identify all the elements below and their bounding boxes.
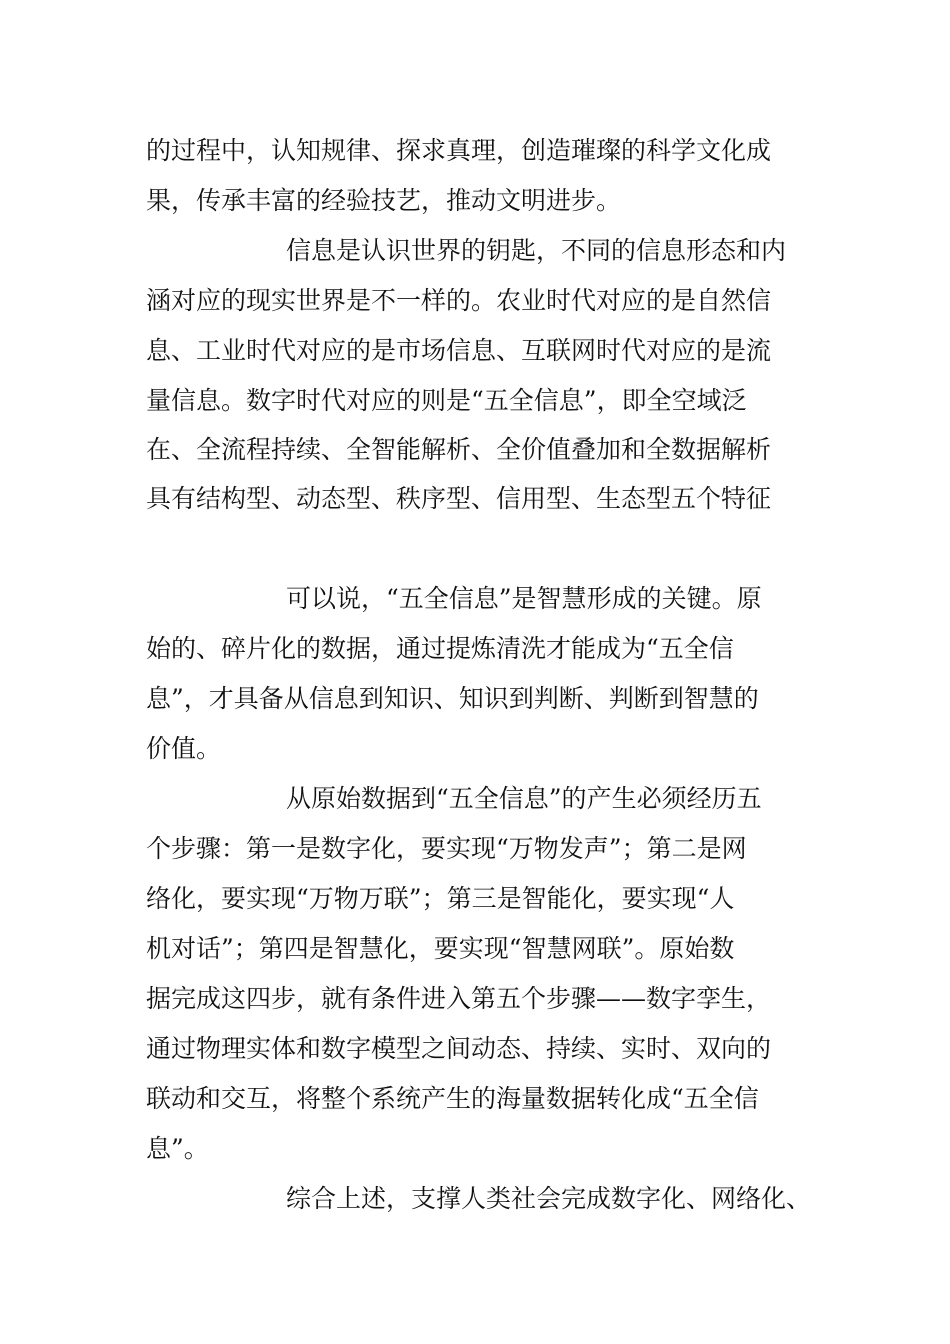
text-line: 机对话”；第四是智慧化，要实现“智慧网联”。原始数: [146, 934, 735, 963]
text-line: 息”。: [146, 1134, 209, 1163]
text-line: 络化，要实现“万物万联”；第三是智能化，要实现“人: [146, 884, 735, 913]
paragraph-first-line: 综合上述，支撑人类社会完成数字化、网络化、: [286, 1184, 812, 1213]
text-line: 涵对应的现实世界是不一样的。农业时代对应的是自然信: [146, 286, 772, 315]
text-line: 的过程中，认知规律、探求真理，创造璀璨的科学文化成: [146, 136, 772, 165]
paragraph-first-line: 从原始数据到“五全信息”的产生必须经历五: [286, 784, 762, 813]
text-line: 在、全流程持续、全智能解析、全价值叠加和全数据解析: [146, 435, 772, 464]
text-line: 始的、碎片化的数据，通过提炼清洗才能成为“五全信: [146, 634, 734, 663]
text-line: 具有结构型、动态型、秩序型、信用型、生态型五个特征: [146, 484, 772, 513]
text-line: 个步骤：第一是数字化，要实现“万物发声”；第二是网: [146, 834, 747, 863]
text-line: 果，传承丰富的经验技艺，推动文明进步。: [146, 186, 622, 215]
text-line: 量信息。数字时代对应的则是“五全信息”，即全空域泛: [146, 386, 747, 415]
text-line: 息”，才具备从信息到知识、知识到判断、判断到智慧的: [146, 684, 759, 713]
text-line: 息、工业时代对应的是市场信息、互联网时代对应的是流: [146, 336, 772, 365]
text-line: 通过物理实体和数字模型之间动态、持续、实时、双向的: [146, 1034, 772, 1063]
paragraph-first-line: 信息是认识世界的钥匙，不同的信息形态和内: [286, 236, 787, 265]
text-line: 据完成这四步，就有条件进入第五个步骤——数字孪生，: [146, 984, 772, 1013]
text-line: 联动和交互，将整个系统产生的海量数据转化成“五全信: [146, 1084, 759, 1113]
paragraph-first-line: 可以说，“五全信息”是智慧形成的关键。原: [286, 584, 762, 613]
text-line: 价值。: [146, 734, 222, 763]
